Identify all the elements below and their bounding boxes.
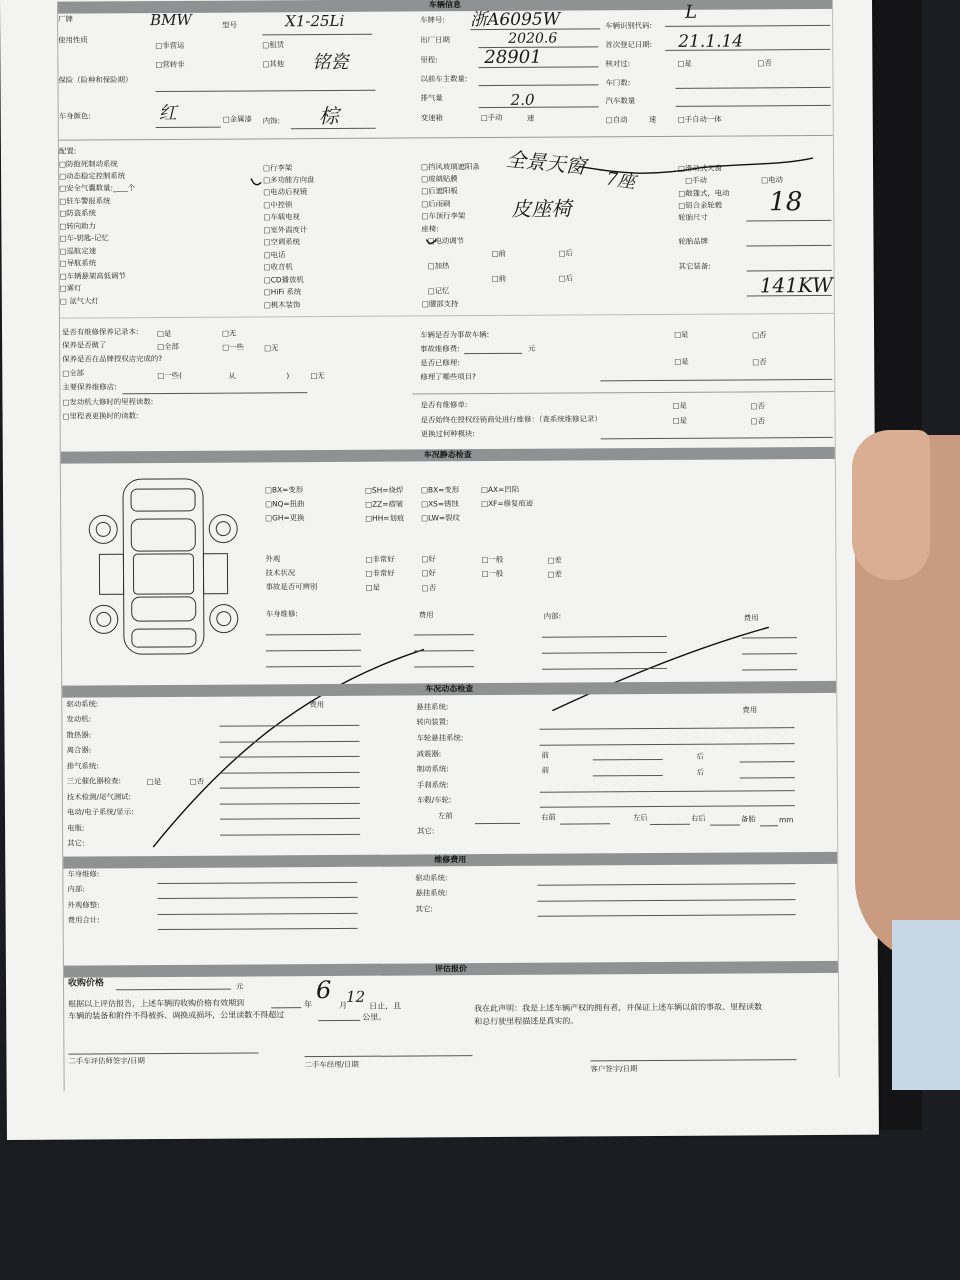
dyn-right-item: 制动系统: bbox=[416, 764, 449, 774]
config-item: □滑动式天窗 bbox=[678, 163, 723, 173]
maint-r3-no: □否 bbox=[752, 357, 767, 367]
inspected-label: 核对过: bbox=[605, 59, 631, 69]
gearbox-tiptronic: □手自动一体 bbox=[677, 114, 722, 124]
config-item: □前 bbox=[491, 248, 506, 259]
code-10: □HH=划痕 bbox=[365, 513, 405, 523]
cat-no: □否 bbox=[189, 776, 205, 786]
appearance-very-good: □非常好 bbox=[365, 554, 395, 564]
repair-left-item: 外观修整: bbox=[67, 900, 100, 910]
maint-r7: 更换过何种模块: bbox=[420, 429, 475, 439]
appearance-ok: □一般 bbox=[481, 554, 504, 565]
inspected-no: □否 bbox=[757, 58, 772, 68]
interior-value: 棕 bbox=[318, 103, 339, 129]
brand-label: 厂牌 bbox=[58, 14, 73, 24]
tech-bad: □差 bbox=[547, 569, 562, 579]
code-7: □XS=锈蚀 bbox=[421, 499, 459, 509]
dyn-right-item: 减震器: bbox=[416, 749, 442, 759]
config-item: □行李架 bbox=[263, 163, 293, 173]
brake-rear: 后 bbox=[696, 767, 705, 777]
model-value: X1-25Li bbox=[285, 11, 345, 31]
valuation-km: 公里。 bbox=[362, 1012, 387, 1022]
section-title: 车辆信息 bbox=[429, 0, 462, 10]
gearbox-speed: 速 bbox=[526, 113, 535, 123]
insurance-label: 保险（险种和保险期） bbox=[58, 75, 133, 85]
config-item: □ 氙气大灯 bbox=[59, 296, 99, 306]
code-3: □BX=变形 bbox=[420, 485, 460, 495]
car-diagram-icon bbox=[89, 479, 238, 655]
accident-yes: □是 bbox=[365, 582, 380, 592]
metallic-option: □金属漆 bbox=[222, 114, 252, 124]
config-item: □防抱死制动系统 bbox=[58, 159, 118, 169]
brand-value: BMW bbox=[150, 10, 192, 30]
inspected-yes: □是 bbox=[677, 58, 692, 68]
use-option-3: □营转非 bbox=[155, 59, 185, 70]
maint-r6: 是否始终在授权经销商处进行维修：（查系统维修记录） bbox=[420, 414, 602, 425]
vin-label: 车辆识别代码: bbox=[605, 21, 653, 31]
dyn-left-item: 技术检测/尾气测试: bbox=[66, 792, 132, 802]
maint-q3-b: □一些( bbox=[157, 370, 182, 381]
dyn-right-cost: 费用 bbox=[742, 705, 758, 715]
section-title: 车况动态检查 bbox=[425, 684, 474, 694]
plate-label: 车牌号: bbox=[420, 15, 445, 25]
maint-r3: 是否已修理: bbox=[420, 358, 460, 368]
handwritten-note-3: 皮座椅 bbox=[511, 196, 572, 221]
maint-r5-yes: □是 bbox=[672, 400, 687, 410]
config-item: 座椅: bbox=[421, 224, 439, 234]
handwritten-note-1: 全景天窗 bbox=[504, 146, 587, 179]
config-item: □手动 bbox=[685, 175, 707, 185]
use-option-4: □其他 bbox=[262, 59, 285, 69]
maint-q1: 是否有维修保养记录本: bbox=[62, 327, 139, 337]
cat-yes: □是 bbox=[146, 777, 162, 787]
handwritten-note-2: 7座 bbox=[604, 168, 637, 194]
accident-label: 事故是否可辨别 bbox=[265, 582, 318, 592]
config-item: □桃木装饰 bbox=[263, 300, 301, 310]
valuation-text-2: 车辆的装备和附件不得被拆、调换或损坏，公里读数不得超过 bbox=[68, 1010, 285, 1021]
maint-q1-yes: □是 bbox=[157, 328, 172, 339]
body-repair-label: 车身维修: bbox=[265, 609, 298, 619]
plate-value: 浙A6095W bbox=[470, 9, 561, 31]
config-item: □驻车警报系统 bbox=[59, 196, 111, 206]
mileage-value: 28901 bbox=[484, 46, 542, 69]
config-item: □记忆 bbox=[427, 286, 450, 296]
config-item: □腰部支持 bbox=[421, 299, 459, 309]
appearance-label: 外观 bbox=[265, 554, 281, 564]
maint-r6-yes: □是 bbox=[672, 415, 687, 425]
maint-r2-unit: 元 bbox=[528, 343, 536, 353]
config-item: □HiFi 系统 bbox=[263, 287, 302, 297]
config-item: □室外温度计 bbox=[263, 225, 308, 235]
config-item: □电动后视镜 bbox=[263, 187, 308, 197]
maint-r2: 事故维修费: bbox=[420, 344, 460, 354]
handwritten-power: 141KW bbox=[759, 272, 833, 298]
first-reg-value: 21.1.14 bbox=[678, 31, 744, 52]
config-item: □加热 bbox=[427, 261, 450, 271]
repair-right-item: 驱动系统: bbox=[415, 873, 448, 883]
maint-q5: □发动机大修时的里程读数: bbox=[62, 397, 154, 407]
repair-left-item: 费用合计: bbox=[67, 915, 100, 925]
code-4: □AX=凹陷 bbox=[480, 484, 520, 495]
maint-r4: 修理了哪些项目? bbox=[420, 372, 477, 382]
dyn-right-item: 车毂/车轮: bbox=[416, 795, 452, 805]
code-6: □ZZ=褶皱 bbox=[365, 499, 404, 509]
config-item: □中控锁 bbox=[263, 200, 293, 210]
use-note: 铭瓷 bbox=[312, 51, 349, 74]
section-title: 车况静态检查 bbox=[423, 450, 472, 460]
signature-manager: 二手车经理/日期 bbox=[304, 1059, 359, 1070]
use-label: 使用性质 bbox=[58, 35, 88, 45]
handwritten-day: 12 bbox=[346, 987, 366, 1006]
tire-unit: mm bbox=[778, 815, 794, 825]
valuation-month: 月 bbox=[339, 1000, 348, 1010]
maint-q3-from: 从 bbox=[228, 371, 236, 381]
maint-r5-no: □否 bbox=[750, 401, 765, 411]
tire-right-rear: 右后 bbox=[690, 813, 706, 823]
config-item: □后 bbox=[558, 273, 574, 283]
gearbox-label: 变速箱 bbox=[420, 113, 443, 123]
maint-r5: 是否有维修单: bbox=[420, 400, 468, 410]
thumb bbox=[852, 430, 930, 580]
code-5: □NQ=扭曲 bbox=[265, 499, 305, 509]
repair-right-item: 其它: bbox=[415, 904, 433, 914]
doors-label: 车门数: bbox=[605, 78, 631, 88]
config-item: □后遮阳板 bbox=[421, 186, 458, 196]
repair-right-item: 悬挂系统: bbox=[415, 888, 448, 898]
repair-left-item: 内部: bbox=[67, 884, 85, 894]
vin-value: L bbox=[685, 1, 698, 23]
maint-r6-no: □否 bbox=[750, 416, 765, 426]
config-item: □敞篷式，电动 bbox=[678, 188, 730, 198]
dyn-left-cost: 费用 bbox=[309, 700, 325, 710]
dyn-left-item: 驱动系统: bbox=[66, 699, 99, 709]
dyn-left-item: 发动机: bbox=[66, 714, 92, 724]
config-item: □防盗系统 bbox=[59, 208, 96, 218]
handwritten-month: 6 bbox=[315, 975, 332, 1005]
handwritten-tire-size: 18 bbox=[769, 187, 803, 218]
mileage-label: 里程: bbox=[420, 55, 438, 65]
config-item: □导航系统 bbox=[59, 258, 97, 268]
config-item: □车顶行李架 bbox=[421, 211, 466, 221]
config-item: □后 bbox=[558, 248, 573, 258]
interior-repair-label: 内部: bbox=[543, 611, 562, 621]
config-item: □巡航定速 bbox=[59, 246, 97, 256]
brake-front: 前 bbox=[541, 765, 550, 775]
maint-q2-b: □一些 bbox=[222, 342, 244, 352]
displacement-label: 排气量 bbox=[420, 93, 443, 103]
config-item: □玻璃贴膜 bbox=[421, 174, 458, 184]
tech-ok: □一般 bbox=[481, 568, 504, 579]
displacement-value: 2.0 bbox=[510, 90, 535, 109]
shock-front: 前 bbox=[541, 750, 550, 760]
dyn-right-item: 转向装置: bbox=[416, 717, 449, 727]
config-item: □空调系统 bbox=[263, 237, 301, 247]
first-reg-label: 首次登记日期: bbox=[605, 40, 653, 50]
dyn-left-item: 散热器: bbox=[66, 730, 92, 740]
config-item: □车-钥匙-记忆 bbox=[59, 233, 109, 243]
tech-very-good: □非常好 bbox=[365, 568, 395, 578]
config-item: □多功能方向盘 bbox=[263, 175, 315, 185]
config-item: □CD播放机 bbox=[263, 275, 304, 285]
appearance-good: □好 bbox=[421, 554, 436, 564]
maint-q4: 主要保养维修店: bbox=[62, 382, 117, 392]
config-item: □收音机 bbox=[263, 262, 293, 272]
declaration-line-1: 我在此声明：我是上述车辆产权的拥有者，并保证上述车辆以前的事故、里程读数 bbox=[474, 1002, 763, 1014]
config-item: □车载电视 bbox=[263, 212, 300, 222]
code-9: □GH=更换 bbox=[265, 513, 305, 523]
valuation-day: 日止，且 bbox=[369, 1001, 402, 1011]
price-unit: 元 bbox=[236, 981, 244, 991]
color-label: 车身颜色: bbox=[58, 111, 91, 121]
signature-appraiser: 二手车评估师签字/日期 bbox=[68, 1056, 145, 1066]
dyn-left-item: 离合器: bbox=[66, 745, 92, 755]
config-item: 轮胎品牌 bbox=[678, 236, 709, 246]
color-value: 红 bbox=[158, 102, 177, 125]
tire-left-rear: 左后 bbox=[632, 813, 648, 823]
config-item: □转向助力 bbox=[59, 221, 96, 231]
prev-owners-label: 以前车主数量: bbox=[420, 74, 468, 84]
dyn-left-item: 三元催化器检查: bbox=[66, 776, 122, 786]
config-item: □前 bbox=[491, 273, 507, 284]
config-item: □电动 bbox=[761, 175, 783, 185]
model-label: 型号 bbox=[222, 20, 237, 30]
section-title: 维修费用 bbox=[434, 855, 467, 865]
dyn-right-item: 其它: bbox=[417, 826, 435, 836]
declaration-line-2: 和总行驶里程描述是真实的。 bbox=[474, 1016, 579, 1027]
maint-r1-no: □否 bbox=[752, 330, 767, 340]
gearbox-manual: □手动 bbox=[480, 112, 503, 123]
maint-r3-yes: □是 bbox=[674, 356, 689, 366]
count-label: 汽车数量 bbox=[605, 96, 636, 106]
config-label: 配置: bbox=[58, 146, 77, 156]
tech-label: 技术状况 bbox=[265, 568, 296, 578]
tire-spare: 备胎 bbox=[740, 814, 756, 824]
code-2: □SH=烧焊 bbox=[364, 485, 404, 495]
config-item: □后雨刷 bbox=[421, 199, 451, 209]
gearbox-auto: □自动 bbox=[605, 115, 628, 125]
config-item: □挡风玻璃遮阳条 bbox=[421, 162, 480, 172]
mfg-date-value: 2020.6 bbox=[508, 30, 558, 47]
valuation-year: 年 bbox=[304, 1000, 313, 1010]
config-item: □电话 bbox=[263, 250, 286, 260]
signature-customer: 客户签字/日期 bbox=[590, 1064, 638, 1074]
shock-rear: 后 bbox=[696, 751, 705, 761]
tech-good: □好 bbox=[421, 568, 436, 578]
accident-no: □否 bbox=[421, 583, 437, 593]
tire-right-front: 右前 bbox=[540, 812, 556, 822]
valuation-text-1: 根据以上评估报告，上述车辆的收购价格有效期到 bbox=[68, 998, 245, 1009]
dyn-left-item: 其它: bbox=[67, 838, 85, 848]
price-label: 收购价格 bbox=[67, 978, 105, 989]
config-item: □雾灯 bbox=[59, 283, 82, 293]
dyn-right-item: 车轮悬挂系统: bbox=[416, 733, 464, 743]
interior-repair-cost: 费用 bbox=[743, 613, 759, 623]
maint-q2-c: □无 bbox=[264, 343, 279, 353]
config-item: □电动调节 bbox=[427, 236, 465, 246]
maint-q1-no: □无 bbox=[222, 328, 237, 338]
use-option-2: □租赁 bbox=[262, 40, 285, 50]
mfg-date-label: 出厂日期 bbox=[420, 35, 450, 45]
interior-label: 内饰: bbox=[262, 116, 281, 126]
code-8: □XF=修复痕迹 bbox=[481, 498, 534, 509]
shirt-sleeve bbox=[892, 920, 960, 1090]
body-repair-cost: 费用 bbox=[418, 610, 434, 620]
config-item: □车辆悬架高低调节 bbox=[59, 271, 126, 281]
dyn-right-item: 手刹系统: bbox=[416, 780, 449, 790]
maint-q3-close: ) bbox=[286, 371, 290, 381]
maint-q6: □里程表更换时的读数: bbox=[62, 411, 139, 421]
dyn-left-item: 电动/电子系统/显示: bbox=[66, 807, 134, 817]
maint-q3: 保养是否在品牌授权店完成的? bbox=[62, 354, 163, 364]
maint-r1: 车辆是否为事故车辆: bbox=[420, 330, 490, 340]
use-option-1: □非营运 bbox=[155, 40, 185, 51]
config-item: □安全气囊数量:____个 bbox=[59, 183, 136, 193]
dyn-right-item: 左前 bbox=[437, 811, 453, 821]
config-item: □铝合金轮毂 bbox=[678, 200, 723, 210]
maint-q2-a: □全部 bbox=[157, 341, 179, 352]
dyn-right-item: 悬挂系统: bbox=[416, 702, 449, 712]
code-11: □LW=裂纹 bbox=[421, 513, 460, 523]
gearbox-speed2: 速 bbox=[648, 114, 657, 125]
config-item: 其它装备: bbox=[678, 261, 711, 271]
maint-q2: 保养是否做了 bbox=[62, 340, 107, 350]
dyn-left-item: 电瓶: bbox=[67, 823, 85, 833]
maint-r1-yes: □是 bbox=[674, 329, 689, 339]
appearance-bad: □差 bbox=[547, 555, 562, 565]
section-title: 评估报价 bbox=[434, 964, 467, 974]
code-1: □BX=变形 bbox=[264, 485, 304, 495]
repair-left-item: 车身维修: bbox=[67, 869, 100, 879]
maint-q3-a: □全部 bbox=[62, 368, 85, 378]
config-item: □动态稳定控制系统 bbox=[59, 171, 126, 181]
dyn-left-item: 排气系统: bbox=[66, 761, 99, 771]
config-item: 轮胎尺寸 bbox=[678, 212, 708, 222]
maint-q3-c: □无 bbox=[310, 371, 325, 381]
